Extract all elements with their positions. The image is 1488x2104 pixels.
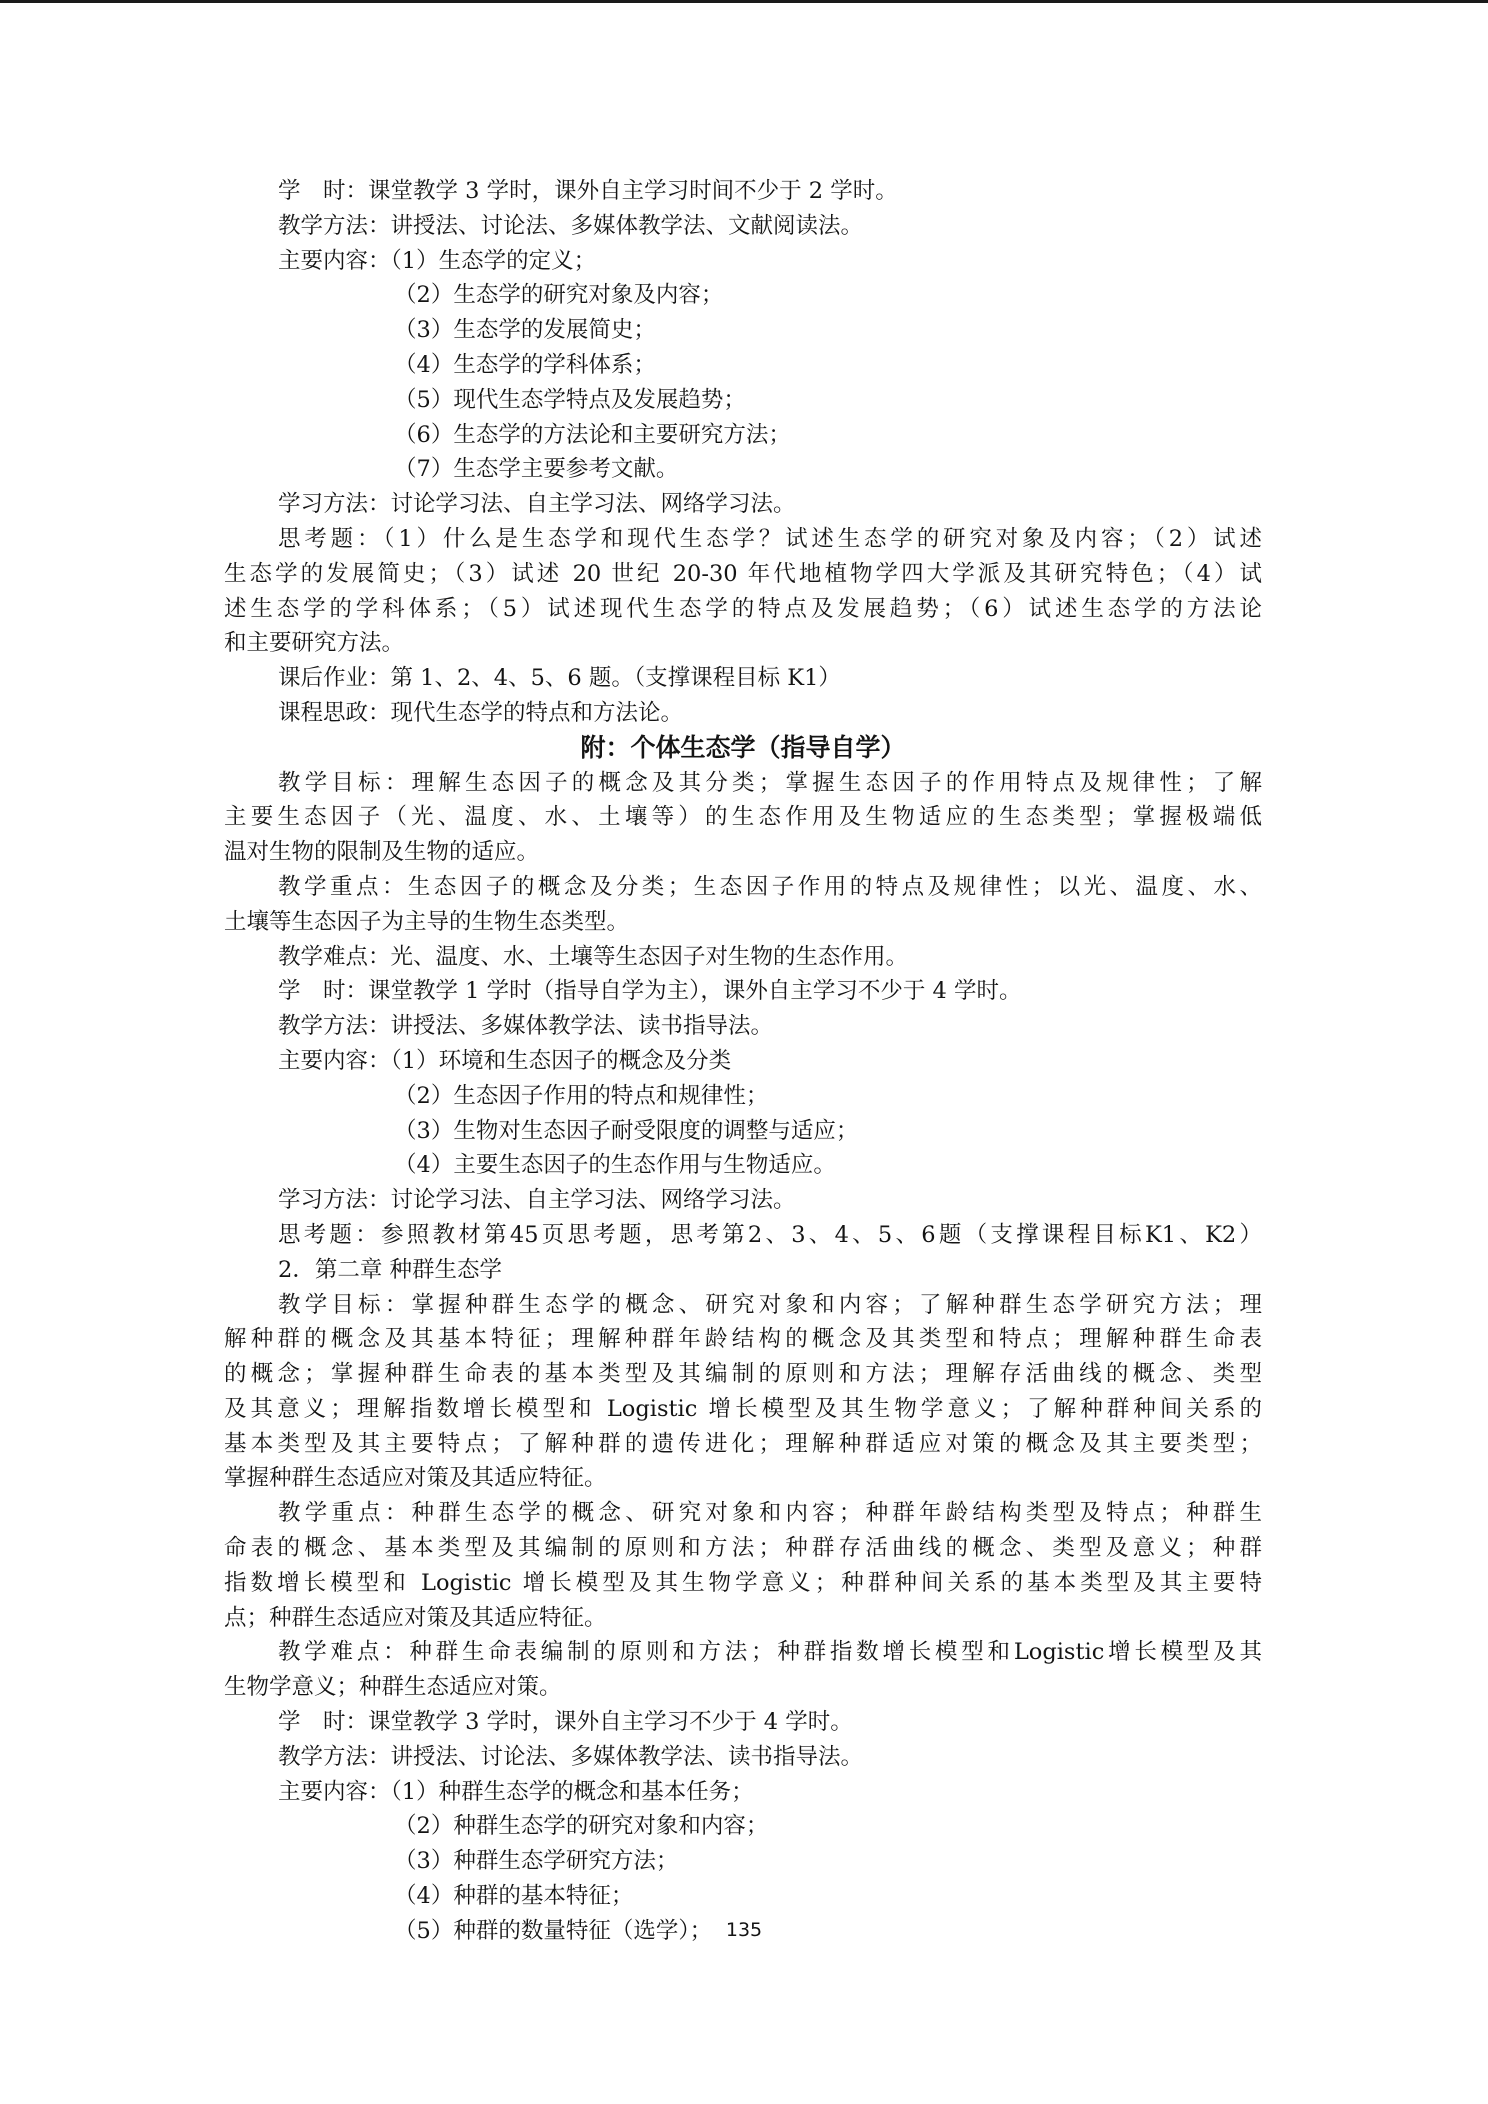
top-border-line xyxy=(0,0,1488,3)
text-line: 学 时：课堂教学 3 学时，课外自主学习时间不少于 2 学时。 xyxy=(278,178,898,204)
text-line: 2．第二章 种群生态学 xyxy=(278,1256,502,1283)
text-line: 思考题：参照教材第45页思考题，思考第2、3、4、5、6题（支撑课程目标K1、K2） xyxy=(278,1221,1262,1248)
text-line: 学 时：课堂教学 1 学时（指导自学为主），课外自主学习不少于 4 学时。 xyxy=(278,978,1022,1005)
text-line: 教学难点：种群生命表编制的原则和方法；种群指数增长模型和Logistic增长模型及其 xyxy=(278,1639,1262,1666)
text-line: 教学目标：掌握种群生态学的概念、研究对象和内容；了解种群生态学研究方法；理 xyxy=(278,1291,1262,1318)
page-number: 135 xyxy=(725,1919,763,1941)
text-line: 教学目标：理解生态因子的概念及其分类；掌握生态因子的作用特点及规律性；了解 xyxy=(278,769,1262,796)
text-line: 解种群的概念及其基本特征；理解种群年龄结构的概念及其类型和特点；理解种群生命表 xyxy=(224,1326,1262,1353)
text-line: 指数增长模型和 Logistic 增长模型及其生物学意义；种群种间关系的基本类型及其主要特 xyxy=(224,1569,1262,1596)
text-line: 土壤等生态因子为主导的生物生态类型。 xyxy=(224,908,630,935)
text-line: 主要内容：（1）生态学的定义； xyxy=(278,247,597,274)
text-line: 思考题：（1）什么是生态学和现代生态学？试述生态学的研究对象及内容；（2）试述 xyxy=(278,525,1262,552)
text-line: 的概念；掌握种群生命表的基本类型及其编制的原则和方法；理解存活曲线的概念、类型 xyxy=(224,1361,1262,1388)
text-line: 学 时：课堂教学 3 学时，课外自主学习不少于 4 学时。 xyxy=(278,1709,853,1736)
text-line: 主要内容：（1）环境和生态因子的概念及分类 xyxy=(278,1047,732,1074)
text-line: （3）生态学的发展简史； xyxy=(394,317,656,344)
text-line: 述生态学的学科体系；（5）试述现代生态学的特点及发展趋势；（6）试述生态学的方法论 xyxy=(224,595,1262,622)
text-line: 课后作业：第 1、2、4、5、6 题。（支撑课程目标 K1） xyxy=(278,665,841,692)
text-line: 命表的概念、基本类型及其编制的原则和方法；种群存活曲线的概念、类型及意义；种群 xyxy=(224,1535,1262,1562)
text-line: 掌握种群生态适应对策及其适应特征。 xyxy=(224,1465,607,1492)
text-line: 及其意义；理解指数增长模型和 Logistic 增长模型及其生物学意义；了解种群种间关系的 xyxy=(224,1395,1262,1422)
text-line: 生物学意义；种群生态适应对策。 xyxy=(224,1674,562,1701)
text-line: （5）现代生态学特点及发展趋势； xyxy=(394,386,746,413)
text-line: 教学重点：生态因子的概念及分类；生态因子作用的特点及规律性；以光、温度、水、 xyxy=(278,873,1262,900)
text-line: 主要生态因子（光、温度、水、土壤等）的生态作用及生物适应的生态类型；掌握极端低 xyxy=(224,804,1262,831)
document-body xyxy=(224,174,1262,1949)
text-line: （4）主要生态因子的生态作用与生物适应。 xyxy=(394,1152,836,1179)
text-line: 学习方法：讨论学习法、自主学习法、网络学习法。 xyxy=(278,491,796,518)
text-line: 生态学的发展简史；（3）试述 20 世纪 20-30 年代地植物学四大学派及其研究特色；（4）试 xyxy=(224,560,1262,587)
text-line: （7）生态学主要参考文献。 xyxy=(394,456,679,483)
text-line: （2）生态因子作用的特点和规律性； xyxy=(394,1082,769,1109)
text-line: 教学难点：光、温度、水、土壤等生态因子对生物的生态作用。 xyxy=(278,943,909,970)
text-line: （2）生态学的研究对象及内容； xyxy=(394,282,724,309)
text-line: 教学方法：讲授法、多媒体教学法、读书指导法。 xyxy=(278,1013,774,1040)
text-line: （5）种群的数量特征（选学）； xyxy=(394,1917,713,1944)
text-line: 教学方法：讲授法、讨论法、多媒体教学法、文献阅读法。 xyxy=(278,212,864,239)
text-line: 点；种群生态适应对策及其适应特征。 xyxy=(224,1604,607,1631)
text-line: （4）种群的基本特征； xyxy=(394,1883,634,1910)
text-line: 主要内容：（1）种群生态学的概念和基本任务； xyxy=(278,1778,754,1805)
text-line: （4）生态学的学科体系； xyxy=(394,351,656,378)
text-line: （3）生物对生态因子耐受限度的调整与适应； xyxy=(394,1117,859,1144)
text-line: 基本类型及其主要特点；了解种群的遗传进化；理解种群适应对策的概念及其主要类型； xyxy=(224,1430,1262,1457)
text-line: 课程思政：现代生态学的特点和方法论。 xyxy=(278,699,684,726)
text-line: 教学重点：种群生态学的概念、研究对象和内容；种群年龄结构类型及特点；种群生 xyxy=(278,1500,1262,1527)
text-line: （6）生态学的方法论和主要研究方法； xyxy=(394,421,791,448)
text-line: 学习方法：讨论学习法、自主学习法、网络学习法。 xyxy=(278,1187,796,1214)
text-line: 温对生物的限制及生物的适应。 xyxy=(224,839,540,866)
text-line: （2）种群生态学的研究对象和内容； xyxy=(394,1813,769,1840)
text-line: 教学方法：讲授法、讨论法、多媒体教学法、读书指导法。 xyxy=(278,1743,864,1770)
text-line: （3）种群生态学研究方法； xyxy=(394,1848,679,1875)
text-line: 和主要研究方法。 xyxy=(224,630,405,657)
section-heading: 附：个体生态学（指导自学） xyxy=(580,732,906,762)
